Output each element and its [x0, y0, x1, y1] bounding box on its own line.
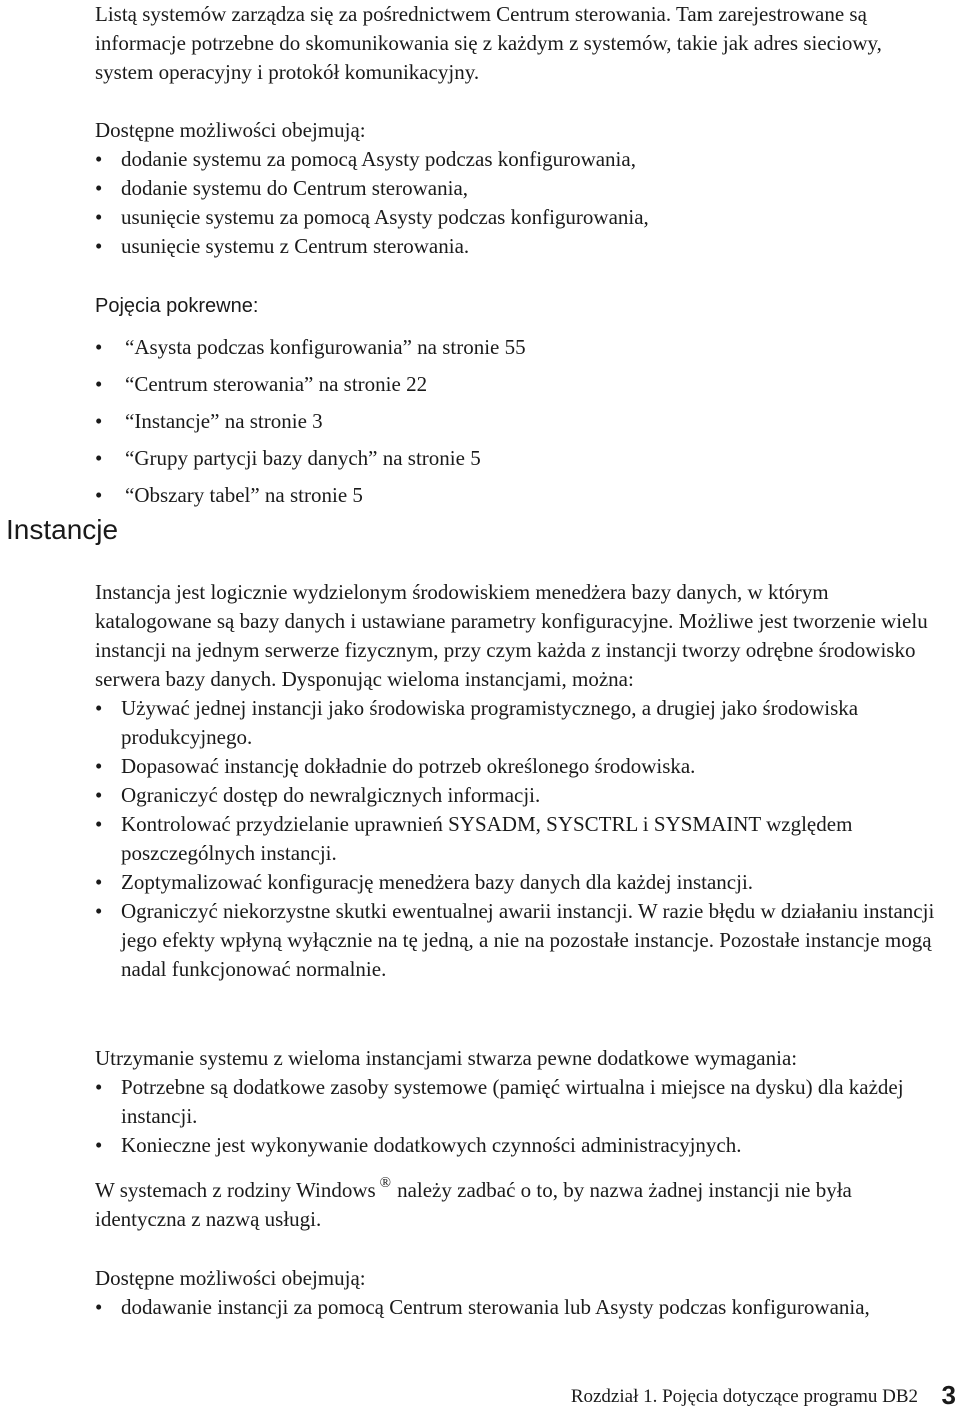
related-concepts [95, 292, 940, 514]
instance-capabilities [95, 1264, 940, 1322]
list-item: • Dopasować instancję dokładnie do potrzeb określonego środowiska. [95, 752, 940, 781]
related-link[interactable]: • “Obszary tabel” na stronie 5 [95, 477, 940, 514]
requirements-list [95, 1073, 940, 1160]
list-item: • Konieczne jest wykonywanie dodatkowych czynności administracyjnych. [95, 1131, 940, 1160]
capabilities-list [95, 1293, 940, 1322]
footer-chapter: Rozdział 1. Pojęcia dotyczące programu DB2 [570, 1386, 918, 1407]
list-item: • Ograniczyć niekorzystne skutki ewentualnej awarii instancji. W razie błędu w działaniu instancji jego efekty wpłyną wyłącznie na tę jedną, a nie na pozostałe instancje. Pozostałe instancje mogą nadal funkcjonować normalnie. [95, 897, 940, 984]
registered-mark: ® [379, 1175, 392, 1191]
list-item: • Ograniczyć dostęp do newralgicznych informacji. [95, 781, 940, 810]
related-link[interactable]: • “Asysta podczas konfigurowania” na stronie 55 [95, 329, 940, 366]
instances-intro: Instancja jest logicznie wydzielonym środowiskiem menedżera bazy danych, w którym katalogowane są bazy danych i ustawiane parametry konfiguracyjne. Możliwe jest tworzenie wielu instancji na jednym serwerze fizycznym, przy czym każda z instancji tworzy odrębne środowisko serwera bazy danych. Dysponując wieloma instancjami, można: [95, 580, 928, 691]
related-link[interactable]: • “Grupy partycji bazy danych” na stronie 5 [95, 440, 940, 477]
windows-text-after: należy zadbać o to, by nazwa żadnej instancji nie była identyczna z nazwą usługi. [95, 1178, 852, 1231]
related-link[interactable]: • “Instancje” na stronie 3 [95, 403, 940, 440]
capabilities-list [95, 145, 940, 261]
related-link[interactable]: • “Centrum sterowania” na stronie 22 [95, 366, 940, 403]
windows-paragraph [95, 1176, 940, 1234]
system-capabilities [95, 116, 940, 261]
windows-text-before: W systemach z rodziny Windows [95, 1178, 376, 1202]
requirements-lead: Utrzymanie systemu z wieloma instancjami stwarza pewne dodatkowe wymagania: [95, 1046, 798, 1070]
list-item: • Używać jednej instancji jako środowiska programistycznego, a drugiej jako środowiska produkcyjnego. [95, 694, 940, 752]
related-links [95, 329, 940, 514]
list-item: • usunięcie systemu za pomocą Asysty podczas konfigurowania, [95, 203, 940, 232]
list-item: • Kontrolować przydzielanie uprawnień SYSADM, SYSCTRL i SYSMAINT względem poszczególnych instancji. [95, 810, 940, 868]
requirements-block [95, 1044, 940, 1160]
capabilities-lead: Dostępne możliwości obejmują: [95, 118, 366, 142]
list-item: • Potrzebne są dodatkowe zasoby systemowe (pamięć wirtualna i miejsce na dysku) dla każdej instancji. [95, 1073, 940, 1131]
intro-paragraph: Listą systemów zarządza się za pośrednictwem Centrum sterowania. Tam zarejestrowane są informacje potrzebne do skomunikowania się z każdym z systemów, takie jak adres sieciowy, system operacyjny i protokół komunikacyjny. [95, 2, 882, 84]
list-item: • dodanie systemu do Centrum sterowania, [95, 174, 940, 203]
list-item: • usunięcie systemu z Centrum sterowania. [95, 232, 940, 261]
list-item: • dodawanie instancji za pomocą Centrum sterowania lub Asysty podczas konfigurowania, [95, 1293, 940, 1322]
list-item: • dodanie systemu za pomocą Asysty podczas konfigurowania, [95, 145, 940, 174]
instances-section [95, 578, 940, 984]
capabilities-lead: Dostępne możliwości obejmują: [95, 1266, 366, 1290]
benefits-list [95, 694, 940, 984]
section-title: Instancje [6, 514, 119, 545]
list-item: • Zoptymalizować konfigurację menedżera bazy danych dla każdej instancji. [95, 868, 940, 897]
page-number: 3 [941, 1380, 956, 1410]
related-heading: Pojęcia pokrewne: [95, 295, 259, 317]
intro-block [95, 0, 940, 87]
windows-note [95, 1176, 940, 1234]
